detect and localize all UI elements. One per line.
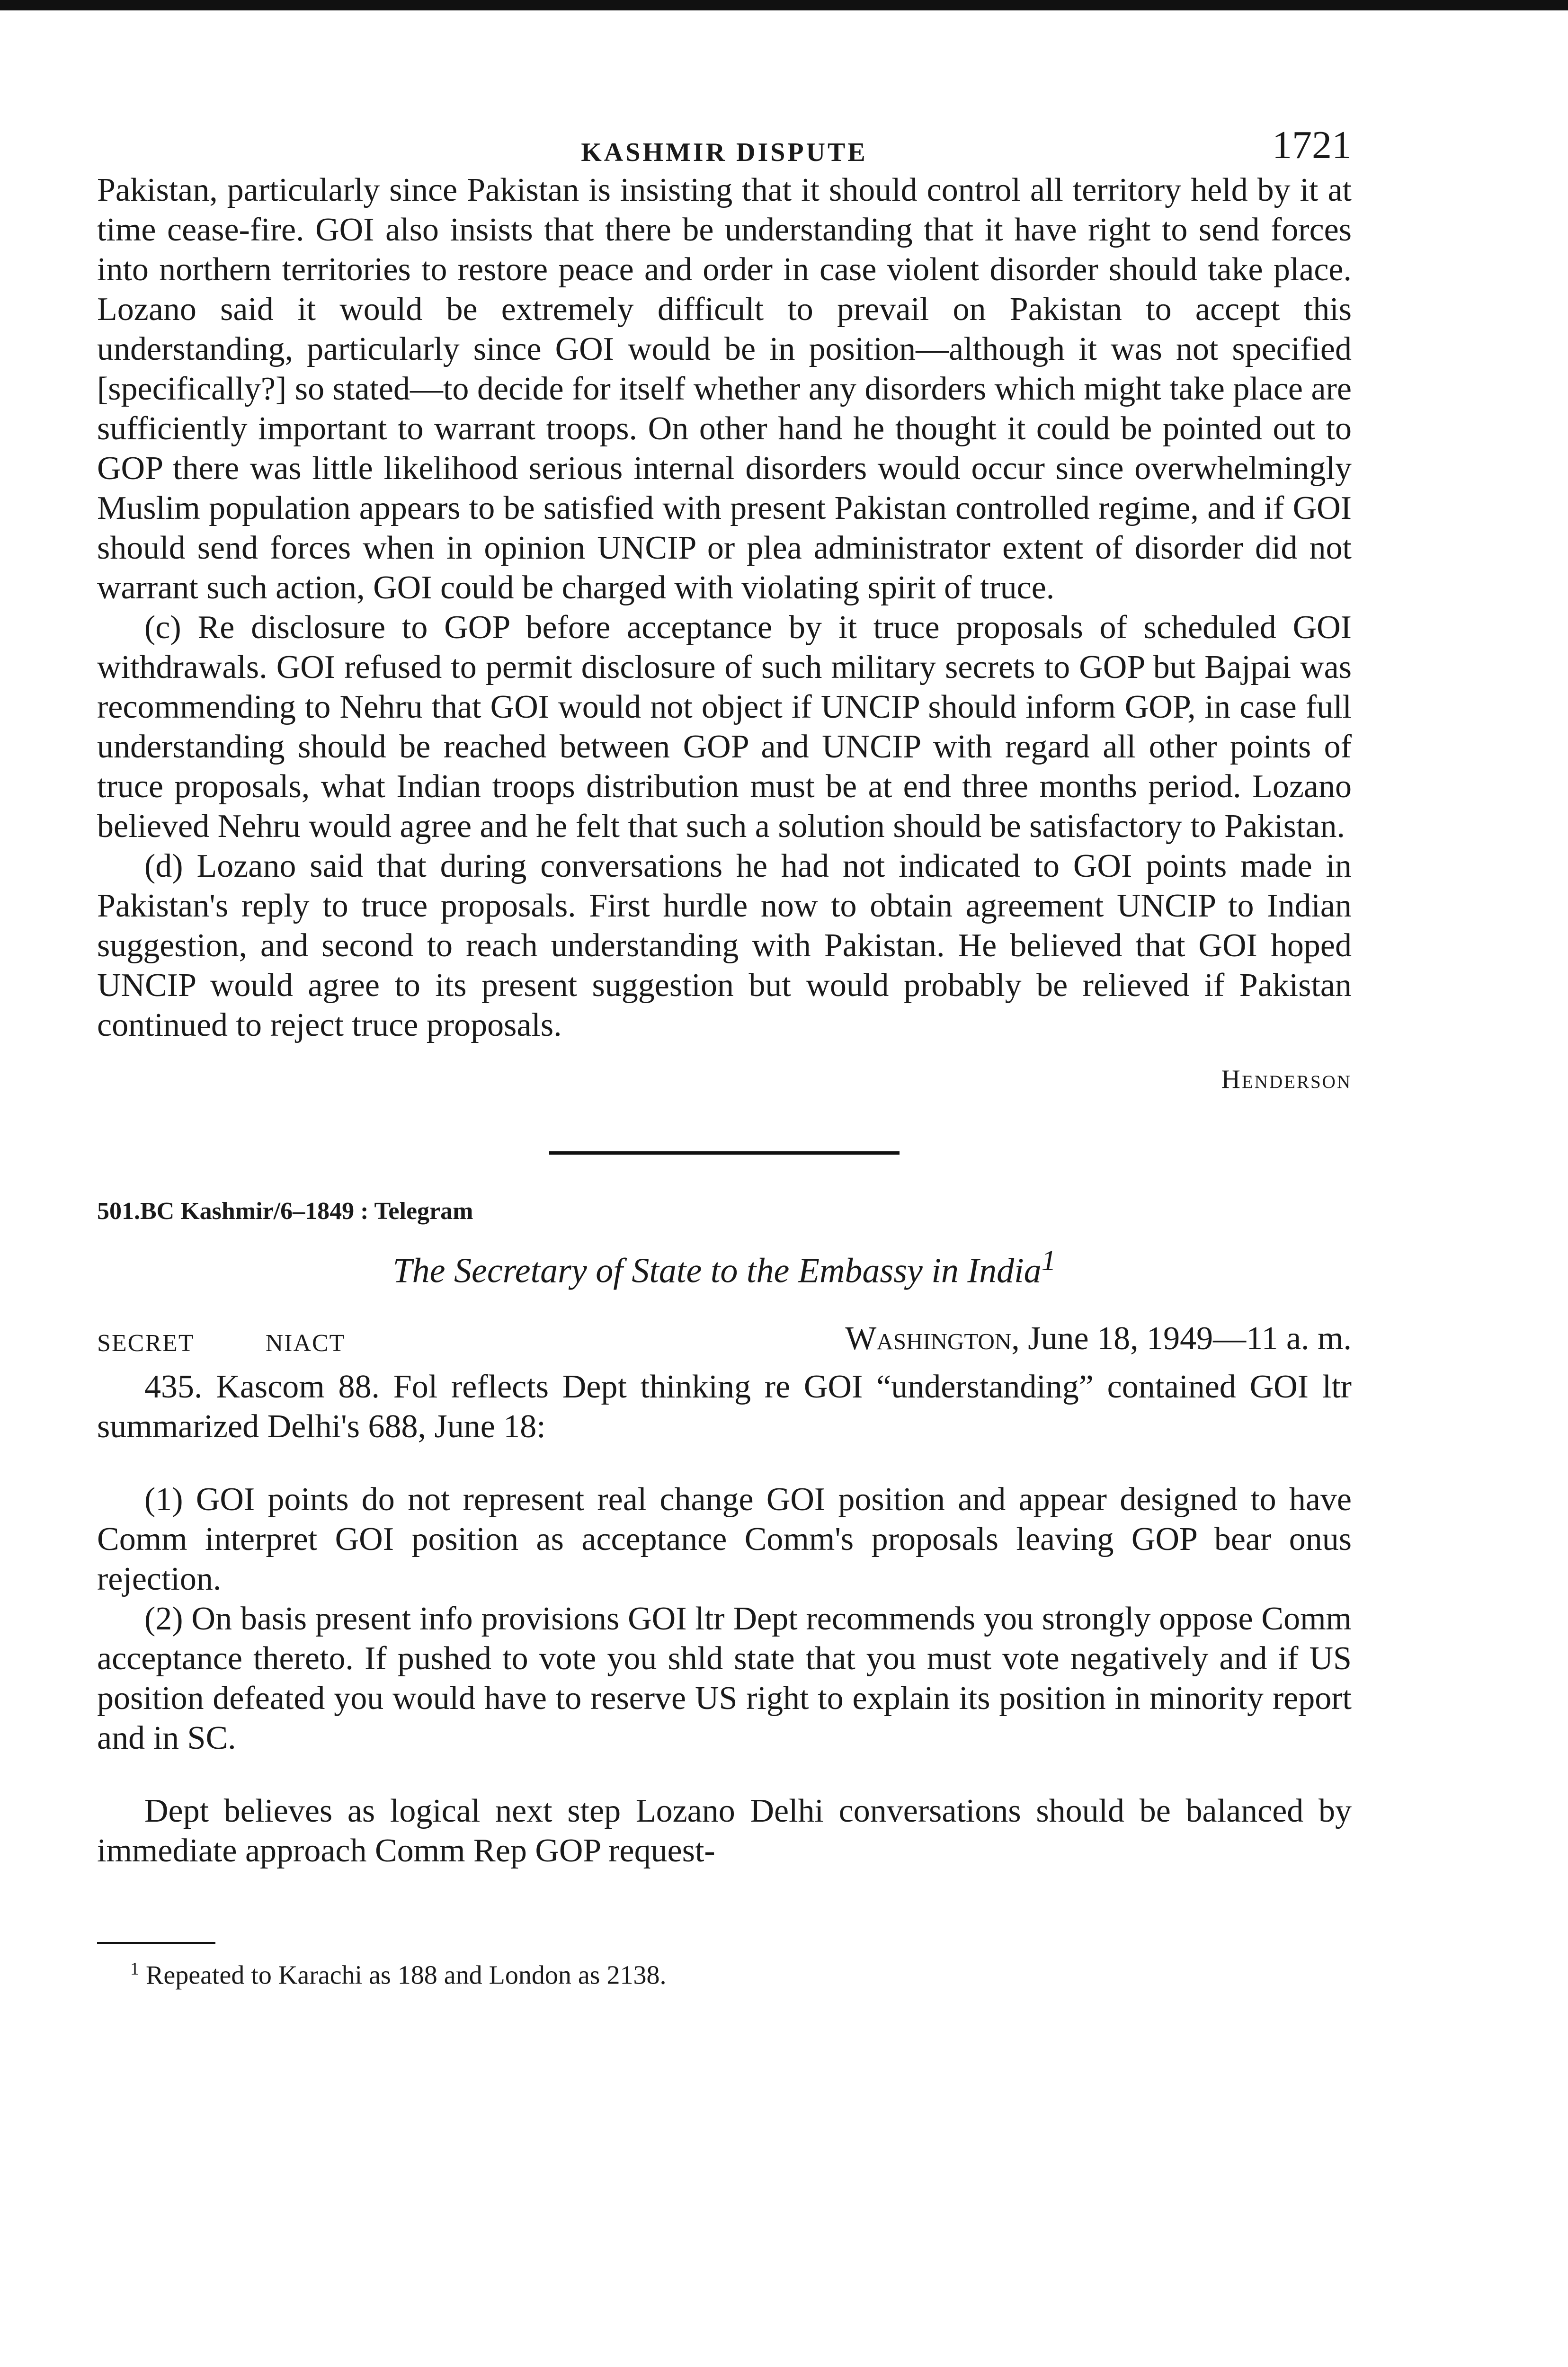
telegram-opening: 435. Kascom 88. Fol reflects Dept thinking re GOI “understanding” contained GOI ltr summarized Delhi's 688, June 18:: [97, 1368, 1352, 1445]
numbered-item-1: (1) GOI points do not represent real change GOI position and appear designed to have Comm interpret GOI position as acceptance Comm's proposals leaving GOP bear onus rejection.: [97, 1481, 1352, 1597]
signature: Henderson: [1221, 1065, 1352, 1094]
page: [97, 118, 1352, 1990]
file-reference: 501.BC Kashmir/6–1849 : Telegram: [97, 1198, 473, 1225]
footnote-marker: 1: [130, 1958, 139, 1979]
section-divider: [549, 1151, 900, 1155]
page-number: 1721: [1272, 123, 1352, 167]
numbered-item-2: (2) On basis present info provisions GOI ltr Dept recommends you strongly oppose Comm acceptance thereto. If pushed to vote you shld state that you must vote negatively and if US position defeated you would have to reserve US right to explain its position in minority report and in SC.: [97, 1600, 1352, 1756]
title-footnote-marker: 1: [1041, 1245, 1056, 1277]
footnote: [97, 1958, 1352, 1991]
dateline-place: Washington: [845, 1320, 1012, 1357]
footnote-rule: [97, 1942, 215, 1944]
classification: SECRET: [97, 1329, 195, 1357]
paragraph-c: (c) Re disclosure to GOP before acceptance by it truce proposals of scheduled GOI withdrawals. GOI refused to permit disclosure of such military secrets to GOP but Bajpai was recommending to Nehru that GOI would not object if UNCIP should inform GOP, in case full understanding should be reached between GOP and UNCIP with regard all other points of truce proposals, what Indian troops distribution must be at end three months period. Lozano believed Nehru would agree and he felt that such a solution should be satisfactory to Pakistan.: [97, 609, 1352, 845]
dateline-date: , June 18, 1949—11 a. m.: [1011, 1320, 1352, 1357]
closing-paragraph: Dept believes as logical next step Lozano Delhi conversations should be balanced by immediate approach Comm Rep GOP request-: [97, 1792, 1352, 1869]
document-title-text: The Secretary of State to the Embassy in India: [392, 1251, 1042, 1290]
running-title: KASHMIR DISPUTE: [581, 138, 868, 167]
dateline-left: [97, 1329, 416, 1357]
top-edge-rule: [0, 0, 1568, 10]
paragraph-d: (d) Lozano said that during conversations he had not indicated to GOI points made in Pakistan's reply to truce proposals. First hurdle now to obtain agreement UNCIP to Indian suggestion, and second to reach understanding with Pakistan. He believed that GOI hoped UNCIP would agree to its present suggestion but would probably be relieved if Pakistan continued to reject truce proposals.: [97, 848, 1352, 1043]
document-title: [97, 1244, 1352, 1291]
dateline: [97, 1320, 1352, 1362]
priority: NIACT: [265, 1329, 346, 1357]
dateline-right: [845, 1320, 1352, 1358]
running-head: [97, 118, 1352, 170]
continued-paragraph: Pakistan, particularly since Pakistan is insisting that it should control all territory held by it at time cease-fire. GOI also insists that there be understanding that it have right to send forces into northern territories to restore peace and order in case violent disorder should take place. Lozano said it would be extremely difficult to prevail on Pakistan to accept this understanding, particularly since GOI would be in position—although it was not specified [specifically?] so stated—to decide for itself whether any disorders which might take place are sufficiently important to warrant troops. On other hand he thought it could be pointed out to GOP there was little likelihood serious internal disorders would occur since overwhelmingly Muslim population appears to be satisfied with present Pakistan controlled regime, and if GOI should send forces when in opinion UNCIP or plea administrator extent of disorder did not warrant such action, GOI could be charged with violating spirit of truce.: [97, 172, 1352, 606]
footnote-text: Repeated to Karachi as 188 and London as 2138.: [146, 1960, 667, 1990]
